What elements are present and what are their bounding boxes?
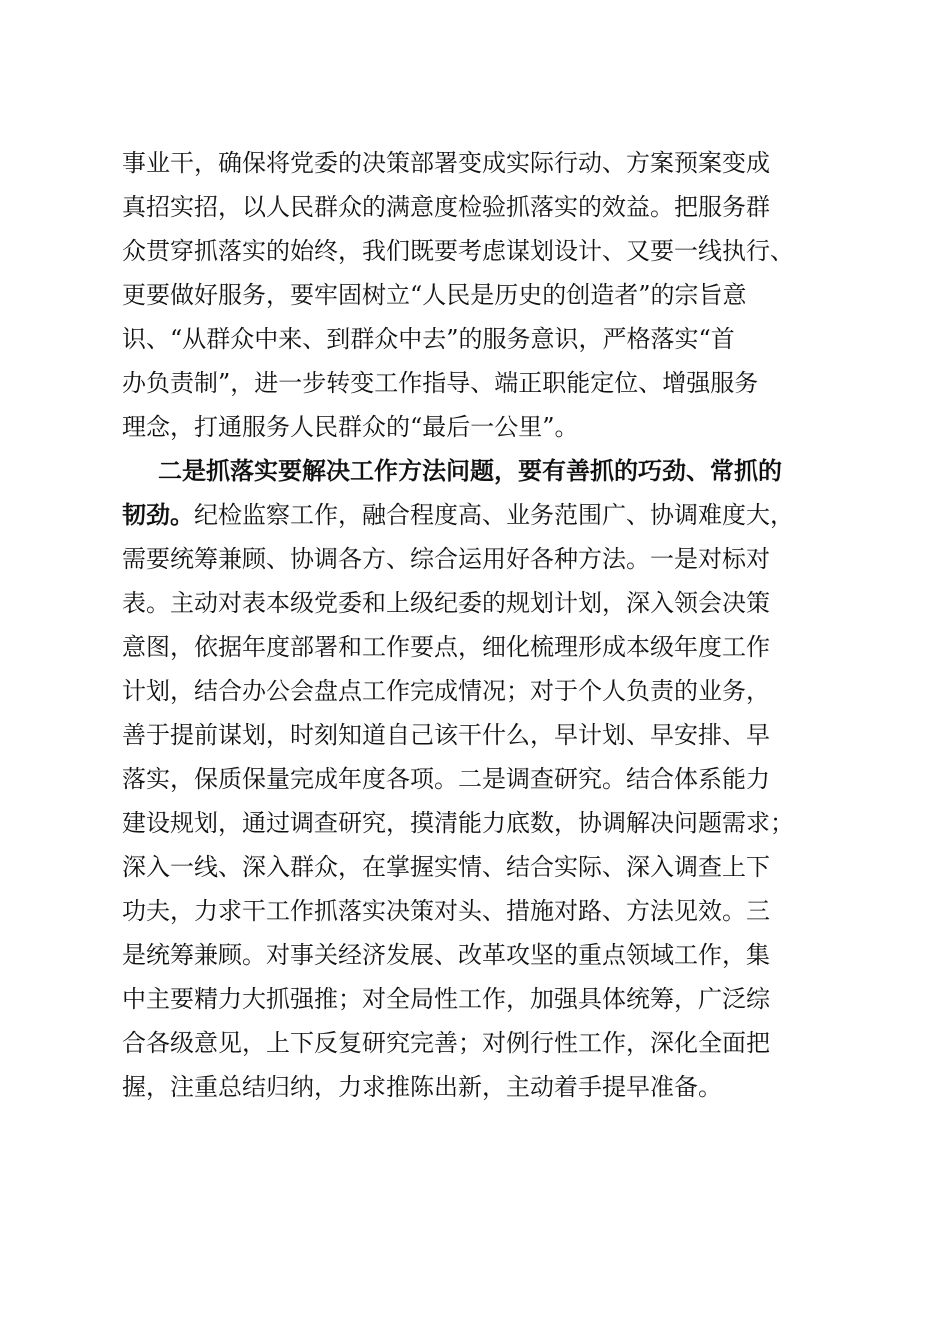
text-line: 落实，保质保量完成年度各项。二是调查研究。结合体系能力 — [122, 765, 770, 793]
text-line: 中主要精力大抓强推；对全局性工作，加强具体统筹，广泛综 — [122, 985, 770, 1013]
text-line: 计划，结合办公会盘点工作完成情况；对于个人负责的业务， — [122, 677, 770, 705]
text-line: 事业干，确保将党委的决策部署变成实际行动、方案预案变成 — [122, 149, 770, 177]
document-body — [122, 141, 842, 1109]
section-heading-tail: 韧劲。 — [122, 500, 194, 529]
text-line: 更要做好服务，要牢固树立“人民是历史的创造者”的宗旨意 — [122, 281, 747, 309]
text-line: 识、“从群众中来、到群众中去”的服务意识，严格落实“首 — [122, 325, 735, 353]
text-line: 众贯穿抓落实的始终，我们既要考虑谋划设计、又要一线执行、 — [122, 237, 794, 265]
text-line: 真招实招，以人民群众的满意度检验抓落实的效益。把服务群 — [122, 193, 770, 221]
section-heading-line: 二是抓落实要解决工作方法问题，要有善抓的巧劲、常抓的 — [158, 456, 782, 485]
text-line: 善于提前谋划，时刻知道自己该干什么，早计划、早安排、早 — [122, 721, 770, 749]
text-line: 表。主动对表本级党委和上级纪委的规划计划，深入领会决策 — [122, 589, 770, 617]
text-line-mixed — [122, 493, 842, 537]
text-line: 功夫，力求干工作抓落实决策对头、措施对路、方法见效。三 — [122, 897, 770, 925]
text-line: 深入一线、深入群众，在掌握实情、结合实际、深入调查上下 — [122, 853, 770, 881]
text-line: 需要统筹兼顾、协调各方、综合运用好各种方法。一是对标对 — [122, 545, 770, 573]
text-line: 建设规划，通过调查研究，摸清能力底数，协调解决问题需求； — [122, 809, 794, 837]
text-line: 是统筹兼顾。对事关经济发展、改革攻坚的重点领域工作，集 — [122, 941, 770, 969]
text-line: 办负责制”，进一步转变工作指导、端正职能定位、增强服务 — [122, 369, 759, 397]
text-line: 握，注重总结归纳，力求推陈出新，主动着手提早准备。 — [122, 1073, 722, 1101]
text-line: 理念，打通服务人民群众的“最后一公里”。 — [122, 413, 579, 441]
text-line: 意图，依据年度部署和工作要点，细化梳理形成本级年度工作 — [122, 633, 770, 661]
text-line: 合各级意见，上下反复研究完善；对例行性工作，深化全面把 — [122, 1029, 770, 1057]
paragraph-text: 纪检监察工作，融合程度高、业务范围广、协调难度大， — [194, 501, 794, 529]
